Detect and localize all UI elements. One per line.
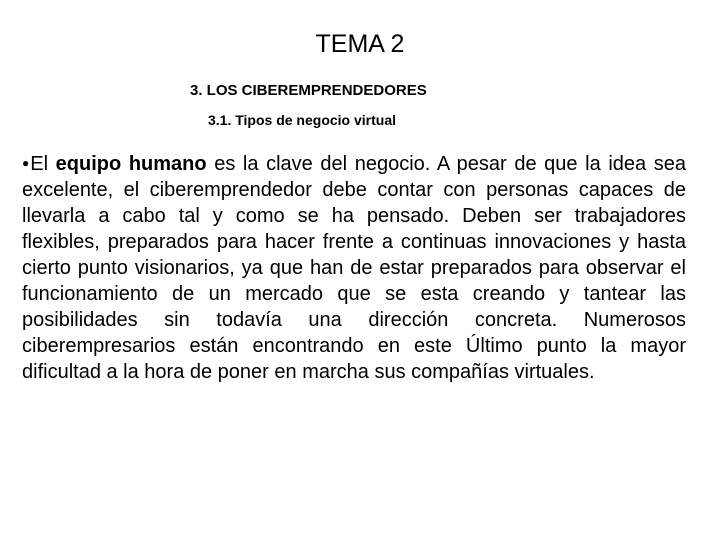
paragraph-lead: El: [30, 153, 56, 175]
subsection-heading: 3.1. Tipos de negocio virtual: [208, 112, 397, 128]
body-paragraph: [22, 150, 686, 385]
bullet-icon: ●: [22, 156, 30, 170]
slide-title: [0, 30, 720, 59]
section-heading: 3. LOS CIBEREMPRENDEDORES: [190, 82, 427, 99]
slide-title-text: TEMA 2: [315, 30, 405, 58]
paragraph-text: es la clave del negocio. A pesar de que la idea sea excelente, el ciberemprendedor debe contar con personas capaces de llevarla a cabo tal y como se ha pensado. Deben ser trabajadores flexibles, preparados para hacer frente a continuas innovaciones y hasta cierto punto visionarios, ya que han de estar preparados para observar el funcionamiento de un mercado que se esta creando y tantear las posibilidades sin todavía una dirección concreta. Numerosos ciberempresarios están encontrando en este Último punto la mayor dificultad a la hora de poner en marcha sus compañías virtuales.: [22, 153, 687, 383]
paragraph-emphasis: equipo humano: [55, 153, 207, 175]
